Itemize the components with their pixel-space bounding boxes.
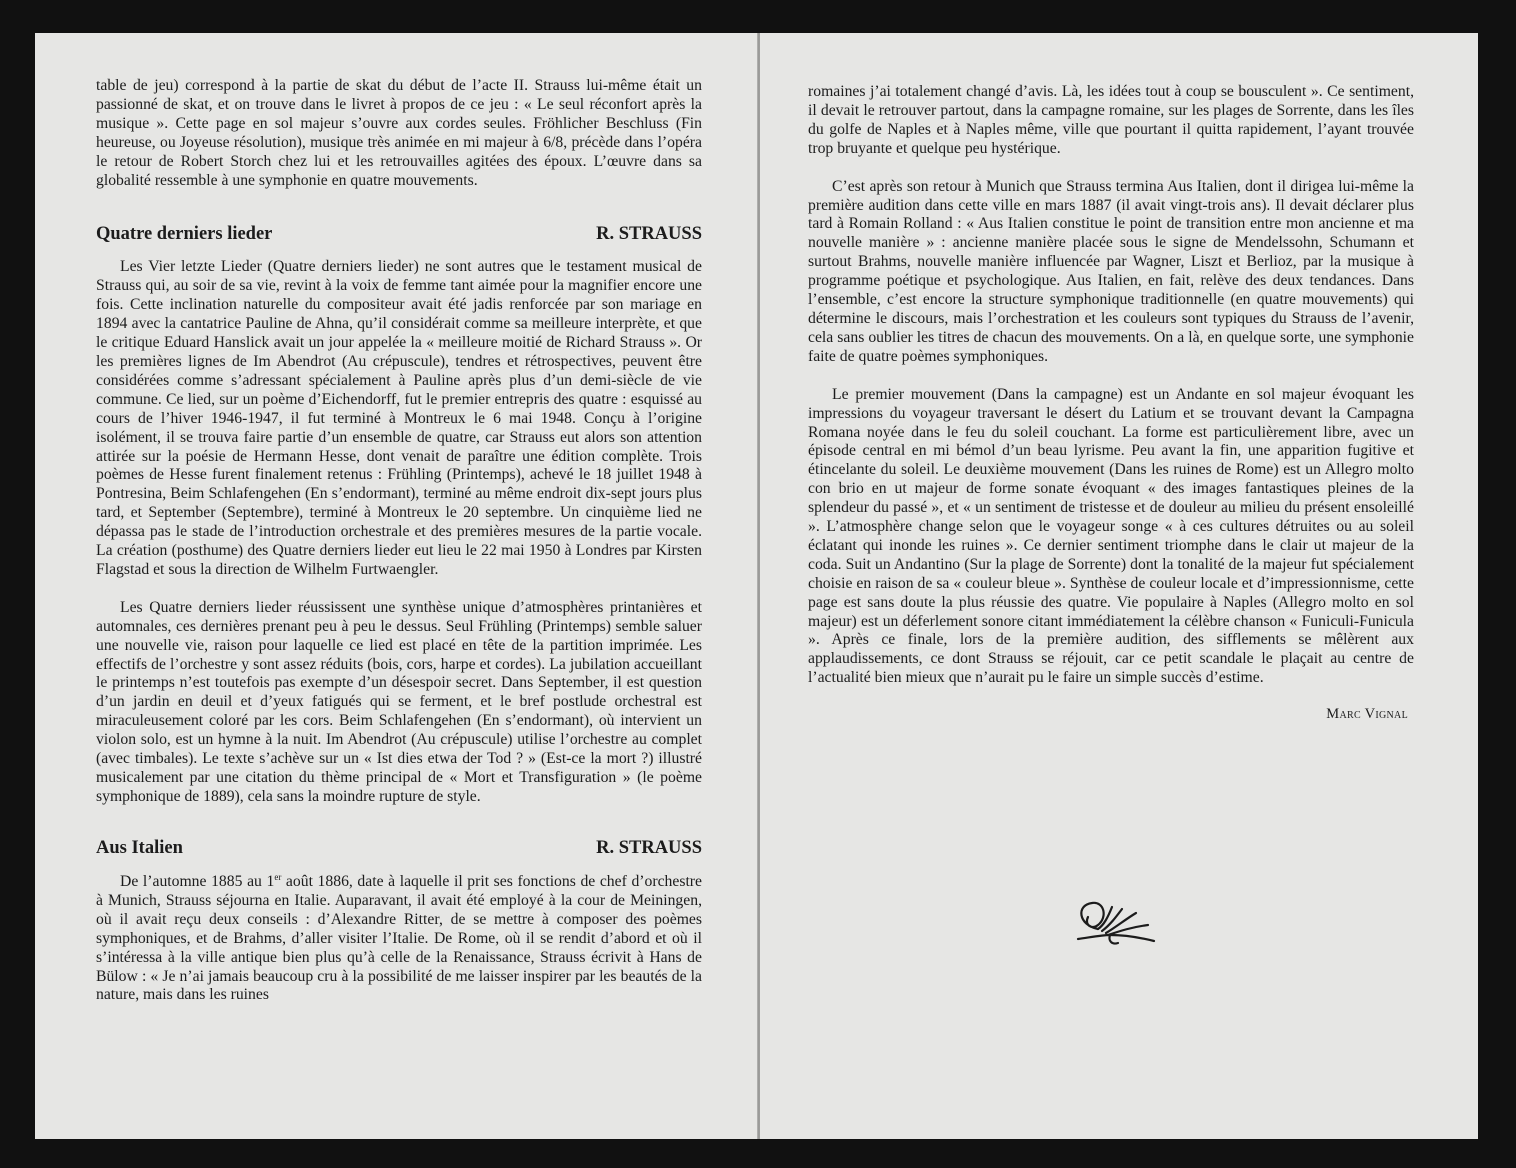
section-heading-italien — [96, 838, 702, 859]
italien-paragraph: Le premier mouvement (Dans la campagne) est un Andante en sol majeur évoquant les impressions du voyageur traversant le désert du Latium et se trouvant devant la Campagna Romana noyée dans le feu du soleil couchant. La forme est particulièrement libre, avec un épisode central en mi bémol d’un beau lyrisme. Peu avant la fin, une apparition fugitive et étincelante du soleil. Le deuxième mouvement (Dans les ruines de Rome) est un Allegro molto con brio en ut majeur de forme sonate évoquant « des images fantastiques pleines de la splendeur du passé », et « un sentiment de tristesse et de douleur au milieu du présent ensoleillé ». L’atmosphère change selon que le voyageur songe « à ces cultures détruites ou au soleil éclatant qui inonde les ruines ». Ce dernier sentiment triomphe dans le clair ut majeur de la coda. Suit un Andantino (Sur la plage de Sorrente) dont la tonalité de la majeur fut spécialement choisie en raison de sa « couleur bleue ». Synthèse de couleur locale et d’impressionnisme, cette page est sans doute la plus réussie des quatre. Vie populaire à Naples (Allegro molto en sol majeur) est un déferlement sonore citant immédiatement la célèbre chanson « Funiculi-Funicula ». Après ce finale, lors de la première audition, des sifflements se mêlèrent aux applaudissements, ce dont Strauss se réjouit, car ce petit scandale le plaçait au centre de l’actualité bien mieux que n’aurait pu le faire un simple succès d’estime. — [808, 385, 1414, 687]
flourish-ornament-icon — [1068, 895, 1160, 947]
italien-paragraph: C’est après son retour à Munich que Strauss termina Aus Italien, dont il dirigea lui-même la première audition dans cette ville en mars 1887 (il avait vingt-trois ans). Il devait déclarer plus tard à Romain Rolland : « Aus Italien constitue le point de transition entre mon ancienne et ma nouvelle manière » : ancienne manière placée sous le signe de Mendelssohn, Schumann et surtout Brahms, nouvelle manière influencée par Wagner, Liszt et Berlioz, par la musique à programme poétique et psychologique. Aus Italien, en fait, relève des deux tendances. Dans l’ensemble, c’est encore la structure symphonique traditionnelle (en quatre mouvements) qui détermine le discours, mais l’orchestration et les couleurs sont typiques du Strauss de l’avenir, cela sans oublier les titres de chacun des mouvements. On a là, en quelque sorte, une symphonie faite de quatre poèmes symphoniques. — [808, 177, 1414, 365]
italien-paragraph-lead: De l’automne 1885 au 1 — [120, 873, 275, 891]
italien-paragraph-rest: août 1886, date à laquelle il prit ses fonctions de chef d’orchestre à Munich, Strauss séjourna en Italie. Auparavant, il avait été employé à la cour de Meiningen, où il avait reçu deux conseils : d’Alexandre Ritter, de se mettre à composer des poèmes symphoniques, et de Brahms, d’aller visiter l’Italie. De Rome, où il se rendit d’abord et où il s’intéressa à la ville antique bien plus qu’à celle de la Renaissance, Strauss écrivit à Hans de Bülow : « Je n’ai jamais beaucoup cru à la possibilité de me laisser inspirer par les beautés de la nature, mais dans les ruines — [96, 873, 702, 1004]
lieder-paragraph: Les Vier letzte Lieder (Quatre derniers lieder) ne sont autres que le testament musical de Strauss qui, au soir de sa vie, revint à la voix de femme tant aimée pour la magnifier encore une fois. Cette inclination naturelle du compositeur avait été jadis renforcée par son mariage en 1894 avec la cantatrice Pauline de Ahna, qu’il considérait comme sa meilleure interprète, et que le critique Eduard Hanslick avait un jour appelée la « meilleure moitié de Richard Strauss ». Or les premières lignes de Im Abendrot (Au crépuscule), tendres et rétrospectives, peuvent être considérées comme s’adressant spécialement à Pauline après plus d’un demi-siècle de vie commune. Ce lied, sur un poème d’Eichendorff, fut le premier entrepris des quatre : esquissé au cours de l’hiver 1946-1947, il fut terminé à Montreux le 6 mai 1948. Conçu à l’origine isolément, il se trouva faire partie d’un ensemble de quatre, car Strauss eut alors son attention attirée sur la poésie de Hermann Hesse, dont venait de paraître une édition complète. Trois poèmes de Hesse furent finalement retenus : Frühling (Printemps), achevé le 18 juillet 1948 à Pontresina, Beim Schlafengehen (En s’endormant), terminé au même endroit dix-sept jours plus tard, et September (Septembre), terminé à Montreux le 20 septembre. Un cinquième lied ne dépassa pas le stade de l’introduction orchestrale et des premières mesures de la partie vocale. La création (posthume) des Quatre derniers lieder eut lieu le 22 mai 1950 à Londres par Kirsten Flagstad et sous la direction de Wilhelm Furtwaengler. — [96, 258, 702, 578]
section-title: Aus Italien — [96, 837, 183, 858]
author-signature: Marc Vignal — [1326, 706, 1408, 723]
ordinal-superscript: er — [274, 871, 282, 882]
left-page — [35, 33, 758, 1139]
section-title: Quatre derniers lieder — [96, 224, 273, 245]
section-composer: R. STRAUSS — [596, 837, 702, 858]
section-composer: R. STRAUSS — [596, 224, 702, 245]
lieder-paragraph: Les Quatre derniers lieder réussissent une synthèse unique d’atmosphères printanières et automnales, ces dernières prenant peu à peu le dessus. Seul Frühling (Printemps) semble saluer une nouvelle vie, raison pour laquelle ce lied est placé en tête de la partition imprimée. Les effectifs de l’orchestre y sont assez réduits (bois, cors, harpe et cordes). La jubilation accueillant le printemps n’est toutefois pas exempte d’un désespoir secret. Dans September, il est question d’un jardin en deuil et d’yeux fatigués qui se ferment, et le bref postlude orchestral est miraculeusement coloré par les cors. Beim Schlafengehen (En s’endormant), où intervient un violon solo, est un hymne à la nuit. Im Abendrot (Au crépuscule) utilise l’orchestre au complet (avec timbales). Le texte s’achève sur un « Ist dies etwa der Tod ? » (Est-ce la mort ?) illustré musicalement par une citation du thème principal de « Mort et Transfiguration » (le poème symphonique de 1889), cela sans la moindre rupture de style. — [96, 598, 702, 805]
italien-paragraph — [96, 868, 702, 1006]
italien-continued-paragraph: romaines j’ai totalement changé d’avis. Là, les idées tout à coup se bousculent ». Ce sentiment, il devait le retrouver partout, dans la campagne romaine, sur les plages de Sorrente, dans les îles du golfe de Naples et à Naples même, ville que pourtant il quitta rapidement, l’ayant trouvée trop bruyante et quelque peu hystérique. — [808, 83, 1414, 157]
intro-paragraph: table de jeu) correspond à la partie de skat du début de l’acte II. Strauss lui-même était un passionné de skat, et on trouve dans le livret à propos de ce jeu : « Le seul réconfort après la musique ». Cette page en sol majeur s’ouvre aux cordes seules. Fröhlicher Beschluss (Fin heureuse, ou Joyeuse résolution), musique très animée en mi majeur à 6/8, précède dans l’opéra le retour de Robert Storch chez lui et les retrouvailles agitées des époux. L’œuvre dans sa globalité ressemble à une symphonie en quatre mouvements. — [96, 77, 702, 189]
right-page — [760, 33, 1478, 1139]
section-heading-lieder — [96, 224, 702, 245]
